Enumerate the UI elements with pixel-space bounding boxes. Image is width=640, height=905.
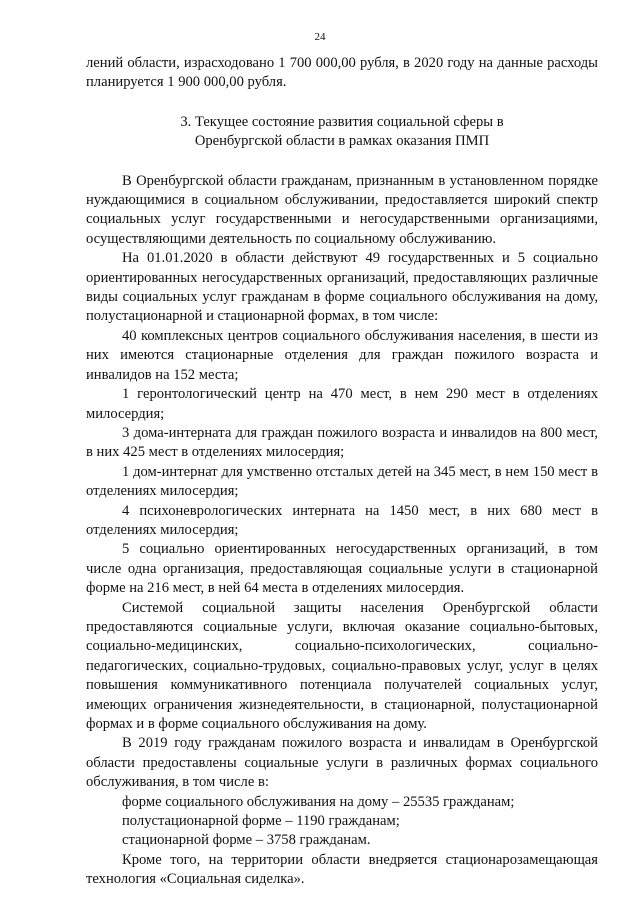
list-item: полустационарной форме – 1190 гражданам; bbox=[122, 813, 400, 830]
document-body bbox=[86, 54, 598, 890]
list-item: стационарной форме – 3758 гражданам. bbox=[122, 832, 371, 849]
paragraph: 40 комплексных центров социального обслуживания населения, в шести из них имеются стационарные отделения для граждан пожилого возраста и инвалидов на 152 места; bbox=[86, 327, 598, 383]
paragraph: 1 геронтологический центр на 470 мест, в нем 290 мест в отделениях милосердия; bbox=[86, 386, 598, 422]
paragraph: 3 дома-интерната для граждан пожилого возраста и инвалидов на 800 мест, в них 425 мест в отделениях милосердия; bbox=[86, 424, 598, 461]
paragraph: 1 дом-интернат для умственно отсталых детей на 345 мест, в нем 150 мест в отделениях милосердия; bbox=[86, 463, 598, 500]
paragraph: Системой социальной защиты населения Оренбургской области предоставляются социальные услуги, включая оказание социально-бытовых, социально-медицинских, социально-психологических, социально-педагогических, социально-трудовых, социально-правовых услуг, услуг в целях повышения коммуникативного потенциала получателей социальных услуг, имеющих ограничения жизнедеятельности, в стационарной, полустационарной формах и в форме социального обслуживания на дому. bbox=[86, 599, 598, 732]
list-item: форме социального обслуживания на дому – 25535 гражданам; bbox=[122, 793, 515, 810]
closing-paragraph: Кроме того, на территории области внедряется стационарозамещающая технология «Социальная сиделка». bbox=[86, 851, 598, 888]
section-heading bbox=[86, 113, 598, 152]
paragraph: 4 психоневрологических интерната на 1450 мест, в них 680 мест в отделениях милосердия; bbox=[86, 502, 598, 538]
paragraph: 5 социально ориентированных негосударственных организаций, в том числе одна организация, предоставляющая социальные услуги в стационарной форме на 216 мест, в ней 64 места в отделениях милосердия. bbox=[86, 541, 598, 597]
paragraph: На 01.01.2020 в области действуют 49 государственных и 5 социально ориентированных негосударственных организаций, предоставляющих различные виды социальных услуг гражданам в форме социального обслуживания на дому, полустационарной и стационарной формах, в том числе: bbox=[86, 250, 598, 325]
paragraph: В 2019 году гражданам пожилого возраста и инвалидам в Оренбургской области предоставлены социальные услуги в различных формах социального обслуживания, в том числе в: bbox=[86, 735, 598, 791]
section-heading-line-1: 3. Текущее состояние развития социальной сферы в bbox=[180, 113, 504, 130]
page-number: 24 bbox=[314, 31, 326, 43]
section-heading-line-2: Оренбургской области в рамках оказания ПМП bbox=[194, 133, 490, 150]
intro-paragraph: лений области, израсходовано 1 700 000,00 рубля, в 2020 году на данные расходы планируется 1 900 000,00 рубля. bbox=[86, 55, 598, 91]
paragraph: В Оренбургской области гражданам, признанным в установленном порядке нуждающимися в социальном обслуживании, предоставляется широкий спектр социальных услуг государственными и негосударственными организациями, осуществляющими деятельность по социальному обслуживанию. bbox=[86, 172, 598, 247]
